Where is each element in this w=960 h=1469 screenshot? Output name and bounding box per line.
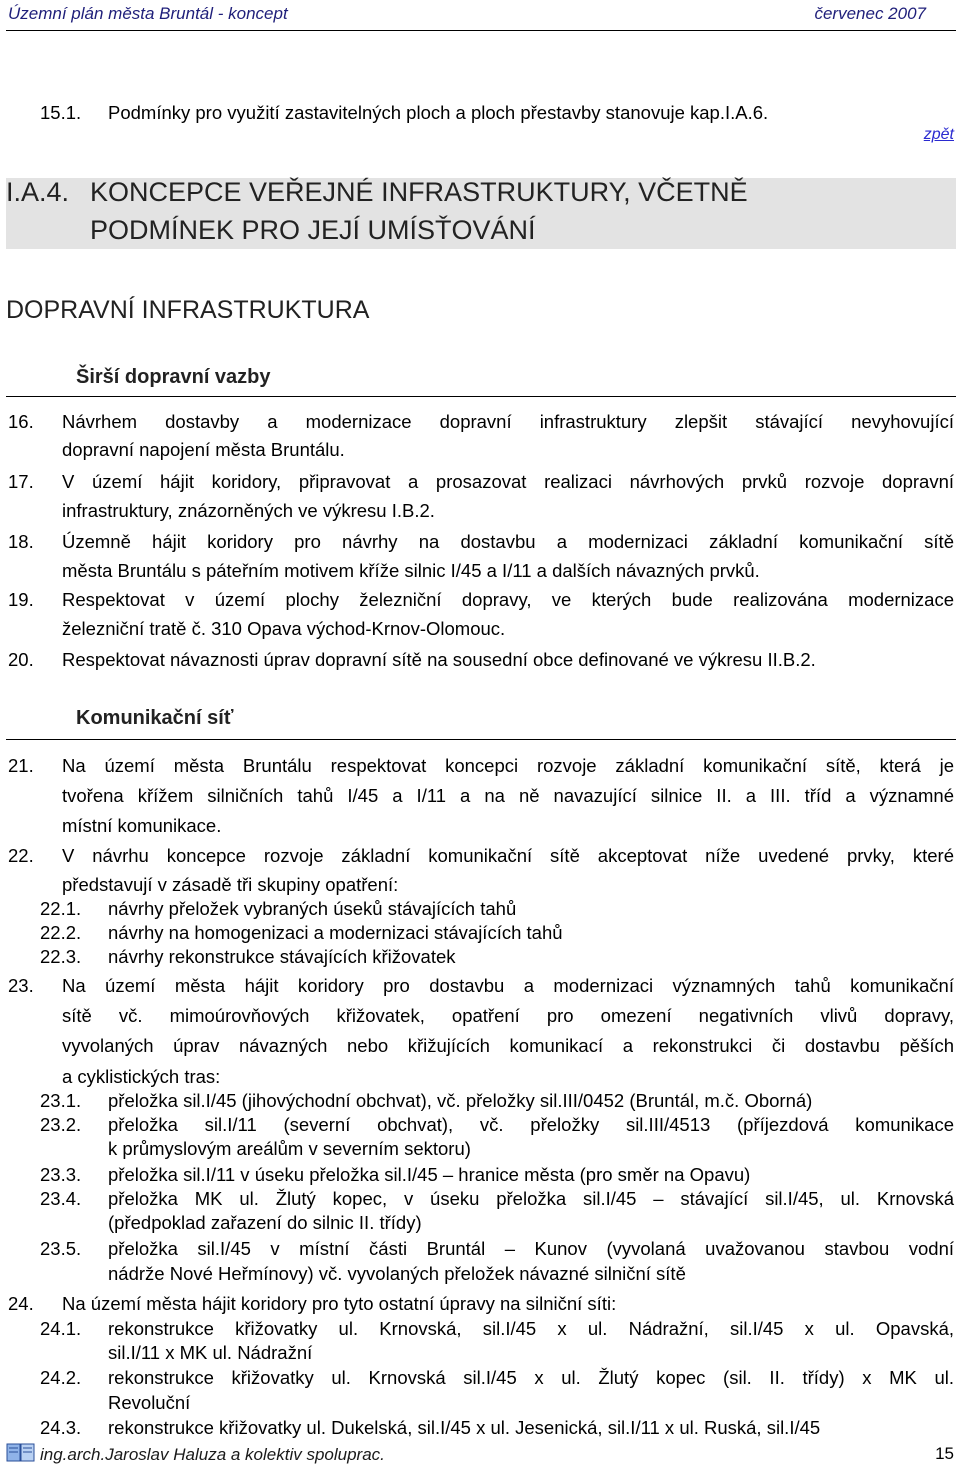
item-number: 17.: [8, 471, 34, 492]
item-number: 23.: [8, 975, 34, 996]
subitem-number: 22.1.: [40, 898, 82, 919]
subitem-text: rekonstrukce křižovatky ul. Dukelská, sil.I/45 x ul. Jesenická, sil.I/11 x ul. Ruská, sil.I/45: [108, 1417, 821, 1438]
item-number: 18.: [8, 531, 34, 552]
item-line: Respektovat v území plochy železniční dopravy, ve kterých bude realizována modernizace: [62, 589, 954, 610]
item-line: železniční tratě č. 310 Opava východ-Krnov-Olomouc.: [62, 618, 506, 639]
subitem-number: 23.1.: [40, 1090, 82, 1111]
section-title: DOPRAVNÍ INFRASTRUKTURA: [6, 296, 370, 324]
subitem-number: 23.5.: [40, 1238, 82, 1259]
subsection-title: Širší dopravní vazby: [76, 366, 271, 388]
subitem-text: rekonstrukce křižovatky ul. Krnovská, sil.I/45 x ul. Nádražní, sil.I/45 x ul. Opavská,: [108, 1318, 954, 1339]
item-line: Územně hájit koridory pro návrhy na dostavbu a modernizaci základní komunikační sítě: [62, 531, 954, 552]
subitem-number: 23.3.: [40, 1164, 82, 1185]
subitem-text: sil.I/11 x MK ul. Nádražní: [108, 1342, 313, 1363]
item-text: Podmínky pro využití zastavitelných ploch a ploch přestavby stanovuje kap.I.A.6.: [108, 102, 769, 123]
chapter-title-line2: PODMÍNEK PRO JEJÍ UMÍSŤOVÁNÍ: [90, 215, 536, 245]
page-number: 15: [935, 1444, 954, 1463]
item-line: Návrhem dostavby a modernizace dopravní infrastruktury zlepšit stávající nevyhovující: [62, 411, 954, 432]
item-line: dopravní napojení města Bruntálu.: [62, 439, 345, 460]
item-number: 19.: [8, 589, 34, 610]
book-icon: [6, 1441, 36, 1463]
item-line: infrastruktury, znázorněných ve výkresu I.B.2.: [62, 500, 435, 521]
item-line: V území hájit koridory, připravovat a prosazovat realizaci návrhových prvků rozvoje dopravní: [62, 471, 954, 492]
subitem-number: 23.4.: [40, 1188, 82, 1209]
item-line: místní komunikace.: [62, 815, 222, 836]
subsection-title: Komunikační síť: [76, 707, 234, 729]
back-link[interactable]: zpět: [923, 126, 954, 143]
subitem-number: 22.3.: [40, 946, 82, 967]
subsection-divider: [6, 396, 956, 397]
subitem-text: přeložka MK ul. Žlutý kopec, v úseku přeložka sil.I/45 – stávající sil.I/45, ul. Krnovská: [108, 1188, 954, 1209]
subitem-text: přeložka sil.I/45 v místní části Bruntál – Kunov (vyvolaná uvažovanou stavbou vodní: [108, 1238, 954, 1259]
subitem-text: (předpoklad zařazení do silnic II. třídy): [108, 1212, 422, 1233]
item-line: Na území města Bruntálu respektovat koncepci rozvoje základní komunikační sítě, která je: [62, 755, 954, 776]
subitem-number: 22.2.: [40, 922, 82, 943]
item-line: města Bruntálu s páteřním motivem kříže silnic I/45 a I/11 a dalších návazných prvků.: [62, 560, 760, 581]
subitem-number: 23.2.: [40, 1114, 82, 1135]
subitem-number: 24.2.: [40, 1367, 82, 1388]
subitem-text: návrhy rekonstrukce stávajících křižovatek: [108, 946, 456, 967]
subitem-text: přeložka sil.I/45 (jihovýchodní obchvat), vč. přeložky sil.III/0452 (Bruntál, m.č. Oborná): [108, 1090, 813, 1111]
item-line: Na území města hájit koridory pro dostavbu a modernizaci významných tahů komunikační: [62, 975, 954, 996]
item-number: 22.: [8, 845, 34, 866]
item-number: 20.: [8, 649, 34, 670]
footer-author: ing.arch.Jaroslav Haluza a kolektiv spoluprac.: [40, 1445, 385, 1464]
subitem-text: přeložka sil.I/11 v úseku přeložka sil.I/45 – hranice města (pro směr na Opavu): [108, 1164, 751, 1185]
item-number: 15.1.: [40, 102, 82, 123]
item-line: tvořena křížem silničních tahů I/45 a I/11 a na ně navazující silnice II. a III. tříd a významné: [62, 785, 954, 806]
item-line: V návrhu koncepce rozvoje základní komunikační sítě akceptovat níže uvedené prvky, které: [62, 845, 954, 866]
header-divider: [6, 30, 956, 31]
subitem-text: návrhy přeložek vybraných úseků stávajících tahů: [108, 898, 517, 919]
header-date: červenec 2007: [814, 4, 926, 23]
item-line: Respektovat návaznosti úprav dopravní sítě na sousední obce definované ve výkresu II.B.2.: [62, 649, 816, 670]
item-line: Na území města hájit koridory pro tyto ostatní úpravy na silniční síti:: [62, 1293, 617, 1314]
item-number: 21.: [8, 755, 34, 776]
subitem-text: rekonstrukce křižovatky ul. Krnovská sil.I/45 x ul. Žlutý kopec (sil. II. třídy) x MK ul.: [108, 1367, 954, 1388]
item-number: 16.: [8, 411, 34, 432]
subitem-text: návrhy na homogenizaci a modernizaci stávajících tahů: [108, 922, 563, 943]
chapter-title-line1: KONCEPCE VEŘEJNÉ INFRASTRUKTURY, VČETNĚ: [90, 177, 748, 207]
subitem-number: 24.3.: [40, 1417, 82, 1438]
item-number: 24.: [8, 1293, 34, 1314]
subitem-text: k průmyslovým areálům v severním sektoru): [108, 1138, 471, 1159]
item-line: vyvolaných úprav návazných nebo křižujících komunikací a rekonstrukci či dostavbu pěších: [62, 1035, 954, 1056]
item-line: a cyklistických tras:: [62, 1066, 221, 1087]
item-line: představují v zásadě tři skupiny opatření:: [62, 874, 399, 895]
item-line: sítě vč. mimoúrovňových křižovatek, opatření pro omezení negativních vlivů dopravy,: [62, 1005, 954, 1026]
subitem-text: nádrže Nové Heřmínovy) vč. vyvolaných přeložek návazné silniční sítě: [108, 1263, 686, 1284]
chapter-number: I.A.4.: [6, 177, 70, 207]
subitem-number: 24.1.: [40, 1318, 82, 1339]
subitem-text: přeložka sil.I/11 (severní obchvat), vč. přeložky sil.III/4513 (příjezdová komunikace: [108, 1114, 954, 1135]
subsection-divider: [6, 739, 956, 740]
subitem-text: Revoluční: [108, 1392, 191, 1413]
header-title: Územní plán města Bruntál - koncept: [8, 4, 288, 23]
